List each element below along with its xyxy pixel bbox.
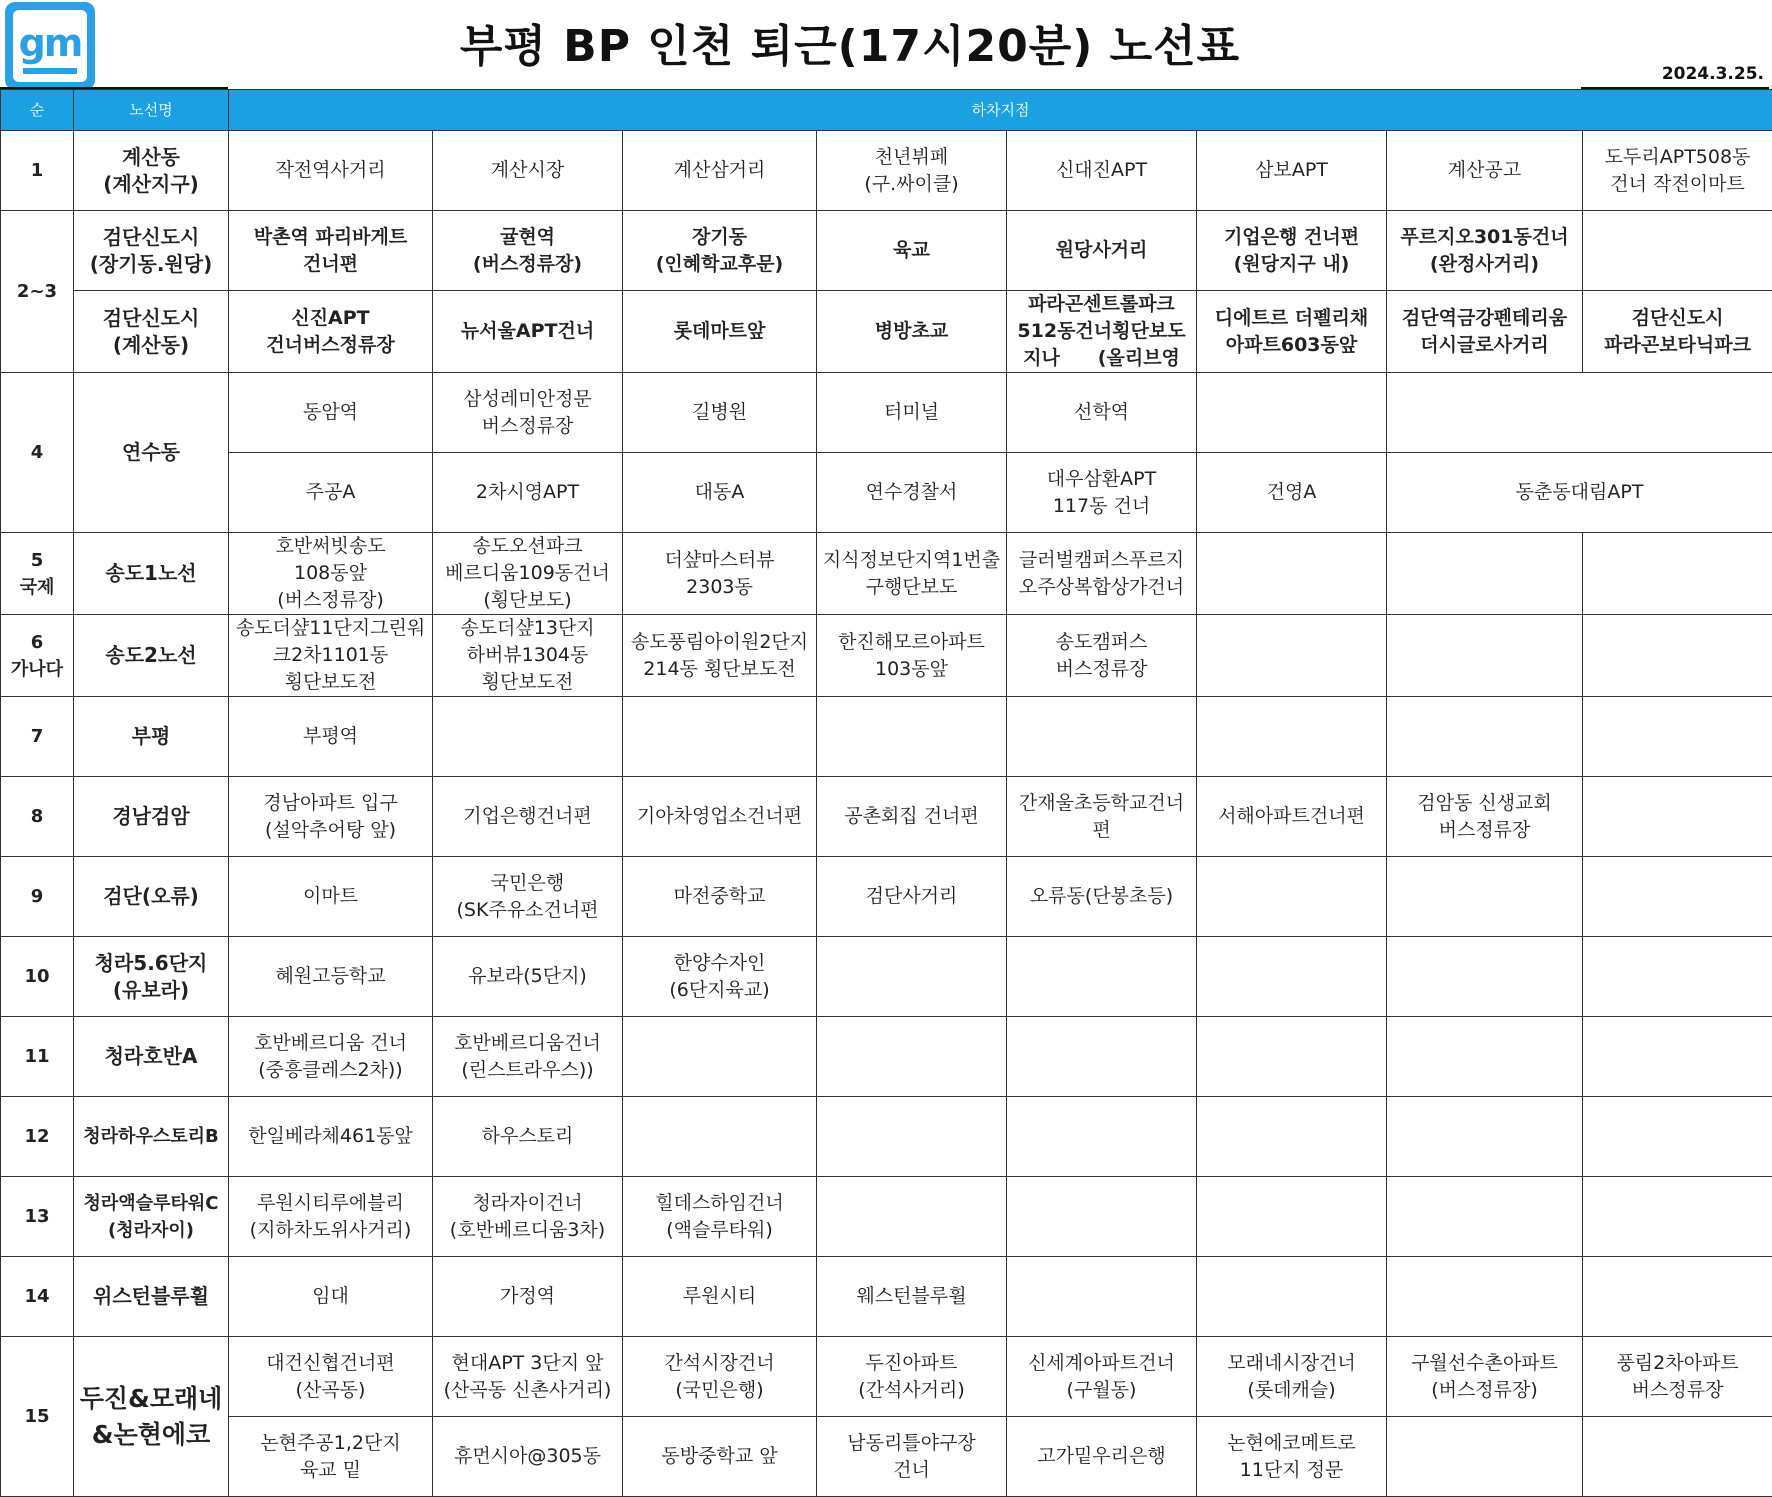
stop-cell: [623, 1017, 817, 1097]
stop-cell: [1387, 857, 1583, 937]
route-name: 경남검암: [74, 777, 229, 857]
stop-cell: [817, 697, 1007, 777]
table-row: [1, 697, 1772, 777]
route-number: 6 가나다: [1, 615, 74, 697]
route-number: 13: [1, 1177, 74, 1257]
stop-cell: 호반베르디움 건너 (중흥클레스2차)): [229, 1017, 433, 1097]
stop-cell: [1387, 1017, 1583, 1097]
stop-cell: [1197, 533, 1387, 615]
stop-cell: 원당사거리: [1007, 211, 1197, 291]
stop-cell: [1197, 1017, 1387, 1097]
route-name: 청라하우스토리B: [74, 1097, 229, 1177]
stop-cell: [817, 1177, 1007, 1257]
stop-cell: 삼성레미안정문 버스정류장: [433, 373, 623, 453]
stop-cell: [1387, 1097, 1583, 1177]
route-number: 1: [1, 131, 74, 211]
header-row: [1, 90, 1772, 131]
col-header-stops: 하차지점: [229, 90, 1772, 131]
stop-cell: 삼보APT: [1197, 131, 1387, 211]
stop-cell: 송도더샾13단지 하버뷰1304동 횡단보도전: [433, 615, 623, 697]
stop-cell: 대우삼환APT 117동 건너: [1007, 453, 1197, 533]
route-number: 7: [1, 697, 74, 777]
route-name: 청라5.6단지 (유보라): [74, 937, 229, 1017]
route-name: 검단(오류): [74, 857, 229, 937]
stop-cell: [1583, 777, 1772, 857]
table-row: [1, 211, 1772, 291]
stop-cell: 귤현역 (버스정류장): [433, 211, 623, 291]
stop-cell: 연수경찰서: [817, 453, 1007, 533]
stop-cell: 휴먼시아@305동: [433, 1417, 623, 1497]
stop-cell: [1583, 1017, 1772, 1097]
route-number: 10: [1, 937, 74, 1017]
stop-cell: 이마트: [229, 857, 433, 937]
stop-cell: 간재울초등학교건너 편: [1007, 777, 1197, 857]
stop-cell: [1197, 1097, 1387, 1177]
route-name: 계산동 (계산지구): [74, 131, 229, 211]
stop-cell: 서해아파트건너편: [1197, 777, 1387, 857]
stop-cell: 검단신도시 파라곤보타닉파크: [1583, 291, 1772, 373]
stop-cell: 마전중학교: [623, 857, 817, 937]
stop-cell: 지식정보단지역1번출 구행단보도: [817, 533, 1007, 615]
route-number: 15: [1, 1337, 74, 1497]
stop-cell: 한진해모르아파트 103동앞: [817, 615, 1007, 697]
stop-cell: 천년뷔페 (구.싸이클): [817, 131, 1007, 211]
stop-cell: 하우스토리: [433, 1097, 623, 1177]
gm-logo-underline: [23, 68, 77, 74]
stop-cell: 선학역: [1007, 373, 1197, 453]
stop-cell: 신세계아파트건너 (구월동): [1007, 1337, 1197, 1417]
stop-cell: 경남아파트 입구 (설악추어탕 앞): [229, 777, 433, 857]
stop-cell: [817, 1017, 1007, 1097]
stop-cell: 간석시장건너 (국민은행): [623, 1337, 817, 1417]
stop-cell: 기아차영업소건너편: [623, 777, 817, 857]
route-number: 14: [1, 1257, 74, 1337]
stop-cell: [1387, 697, 1583, 777]
stop-cell: [1583, 1097, 1772, 1177]
stop-cell: 논현에코메트로 11단지 정문: [1197, 1417, 1387, 1497]
route-number: 2~3: [1, 211, 74, 373]
stop-cell: 청라자이건너 (호반베르디움3차): [433, 1177, 623, 1257]
stop-cell: 임대: [229, 1257, 433, 1337]
stop-cell: 고가밑우리은행: [1007, 1417, 1197, 1497]
route-name: 검단신도시 (계산동): [74, 291, 229, 373]
stop-cell: 기업은행 건너편 (원당지구 내): [1197, 211, 1387, 291]
stop-cell: 기업은행건너편: [433, 777, 623, 857]
stop-cell: [1583, 615, 1772, 697]
table-row: [1, 131, 1772, 211]
stop-cell: [1007, 937, 1197, 1017]
stop-cell: 뉴서울APT건너: [433, 291, 623, 373]
stop-cell: [1197, 1257, 1387, 1337]
stop-cell: 글러벌캠퍼스푸르지 오주상복합상가건너: [1007, 533, 1197, 615]
table-row: [1, 373, 1772, 453]
stop-cell: 한양수자인 (6단지육교): [623, 937, 817, 1017]
stop-cell: 부평역: [229, 697, 433, 777]
table-row: [1, 1177, 1772, 1257]
stop-cell: 모래네시장건너 (롯데캐슬): [1197, 1337, 1387, 1417]
stop-cell: 계산삼거리: [623, 131, 817, 211]
stop-cell: 계산시장: [433, 131, 623, 211]
stop-cell: [623, 1097, 817, 1177]
stop-cell: [1583, 533, 1772, 615]
stop-cell: [1583, 1257, 1772, 1337]
stop-cell: 더샾마스터뷰 2303동: [623, 533, 817, 615]
stop-cell: 건영A: [1197, 453, 1387, 533]
stop-cell: [1583, 857, 1772, 937]
route-number: 11: [1, 1017, 74, 1097]
route-number: 4: [1, 373, 74, 533]
stop-cell: 동방중학교 앞: [623, 1417, 817, 1497]
table-row: [1, 453, 1772, 533]
stop-cell: 주공A: [229, 453, 433, 533]
table-row: [1, 777, 1772, 857]
stop-cell: 롯데마트앞: [623, 291, 817, 373]
stop-cell: [1197, 857, 1387, 937]
table-row: [1, 533, 1772, 615]
stop-cell: [1583, 697, 1772, 777]
stop-cell: 검단사거리: [817, 857, 1007, 937]
col-header-route: 노선명: [74, 90, 229, 131]
stop-cell: [817, 1097, 1007, 1177]
stop-cell: 루원시티: [623, 1257, 817, 1337]
stop-cell: 파라곤센트롤파크 512동건너횡단보도 지나 (올리브영: [1007, 291, 1197, 373]
gm-logo-text: gm: [19, 21, 82, 65]
table-row: [1, 1337, 1772, 1417]
stop-cell: 현대APT 3단지 앞 (산곡동 신촌사거리): [433, 1337, 623, 1417]
stop-cell: [1387, 937, 1583, 1017]
stop-cell: 신대진APT: [1007, 131, 1197, 211]
table-row: [1, 615, 1772, 697]
stop-cell: [1387, 1257, 1583, 1337]
issue-date: 2024.3.25.: [1662, 64, 1764, 84]
stop-cell: [1197, 697, 1387, 777]
route-name: 부평: [74, 697, 229, 777]
route-table-wrap: [0, 89, 1772, 1497]
stop-cell: [1197, 1177, 1387, 1257]
route-name: 위스턴블루휠: [74, 1257, 229, 1337]
stop-cell: [1387, 533, 1583, 615]
stop-cell: 동춘동대림APT: [1387, 453, 1772, 533]
stop-cell: 웨스턴블루휠: [817, 1257, 1007, 1337]
stop-cell: 루원시티루에블리 (지하차도위사거리): [229, 1177, 433, 1257]
stop-cell: 박촌역 파리바게트 건너편: [229, 211, 433, 291]
table-row: [1, 1097, 1772, 1177]
stop-cell: 작전역사거리: [229, 131, 433, 211]
route-table: [0, 89, 1772, 1497]
stop-cell: [433, 697, 623, 777]
stop-cell: [1583, 1417, 1772, 1497]
stop-cell: 장기동 (인혜학교후문): [623, 211, 817, 291]
stop-cell: 두진아파트 (간석사거리): [817, 1337, 1007, 1417]
col-header-no: 순: [1, 90, 74, 131]
stop-cell: 남동리틀야구장 건너: [817, 1417, 1007, 1497]
stop-cell: 병방초교: [817, 291, 1007, 373]
stop-cell: [1387, 373, 1772, 453]
table-row: [1, 291, 1772, 373]
page-title: 부평 BP 인천 퇴근(17시20분) 노선표: [300, 10, 1400, 74]
stop-cell: [1197, 937, 1387, 1017]
stop-cell: [1583, 211, 1772, 291]
stop-cell: 푸르지오301동건너 (완정사거리): [1387, 211, 1583, 291]
stop-cell: 유보라(5단지): [433, 937, 623, 1017]
route-name: 연수동: [74, 373, 229, 533]
stop-cell: 신진APT 건너버스정류장: [229, 291, 433, 373]
table-row: [1, 1017, 1772, 1097]
stop-cell: 송도오션파크 베르디움109동건너 (횡단보도): [433, 533, 623, 615]
route-number: 12: [1, 1097, 74, 1177]
stop-cell: 한일베라체461동앞: [229, 1097, 433, 1177]
stop-cell: 송도캠퍼스 버스정류장: [1007, 615, 1197, 697]
stop-cell: 동암역: [229, 373, 433, 453]
stop-cell: [1007, 1177, 1197, 1257]
table-row: [1, 937, 1772, 1017]
route-number: 9: [1, 857, 74, 937]
route-name: 검단신도시 (장기동.원당): [74, 211, 229, 291]
stop-cell: 호반써빗송도 108동앞 (버스정류장): [229, 533, 433, 615]
stop-cell: 터미널: [817, 373, 1007, 453]
gm-logo: [5, 2, 95, 90]
stop-cell: 길병원: [623, 373, 817, 453]
stop-cell: [1583, 937, 1772, 1017]
stop-cell: 대동A: [623, 453, 817, 533]
stop-cell: [1197, 373, 1387, 453]
stop-cell: 송도풍림아이원2단지 214동 횡단보도전: [623, 615, 817, 697]
stop-cell: [1007, 1097, 1197, 1177]
stop-cell: 대건신협건너편 (산곡동): [229, 1337, 433, 1417]
stop-cell: [623, 697, 817, 777]
stop-cell: 풍림2차아파트 버스정류장: [1583, 1337, 1772, 1417]
route-name: 송도1노선: [74, 533, 229, 615]
stop-cell: 오류동(단봉초등): [1007, 857, 1197, 937]
stop-cell: 도두리APT508동 건너 작전이마트: [1583, 131, 1772, 211]
stop-cell: [1387, 615, 1583, 697]
stop-cell: 2차시영APT: [433, 453, 623, 533]
stop-cell: 검암동 신생교회 버스정류장: [1387, 777, 1583, 857]
stop-cell: [1197, 615, 1387, 697]
stop-cell: 송도더샾11단지그린워 크2차1101동 횡단보도전: [229, 615, 433, 697]
table-row: [1, 857, 1772, 937]
stop-cell: 호반베르디움건너 (린스트라우스)): [433, 1017, 623, 1097]
route-name: 청라액슬루타워C (청라자이): [74, 1177, 229, 1257]
stop-cell: 디에트르 더펠리채 아파트603동앞: [1197, 291, 1387, 373]
stop-cell: [1583, 1177, 1772, 1257]
stop-cell: 힐데스하임건너 (액슬루타워): [623, 1177, 817, 1257]
stop-cell: 육교: [817, 211, 1007, 291]
stop-cell: 공촌회집 건너편: [817, 777, 1007, 857]
stop-cell: [1007, 697, 1197, 777]
route-number: 8: [1, 777, 74, 857]
stop-cell: [1387, 1417, 1583, 1497]
stop-cell: [1387, 1177, 1583, 1257]
stop-cell: [1007, 1017, 1197, 1097]
route-number: 5 국제: [1, 533, 74, 615]
stop-cell: [817, 937, 1007, 1017]
route-name: 두진&모래네 &논현에코: [74, 1337, 229, 1497]
stop-cell: 계산공고: [1387, 131, 1583, 211]
stop-cell: 구월선수촌아파트 (버스정류장): [1387, 1337, 1583, 1417]
stop-cell: 국민은행 (SK주유소건너편: [433, 857, 623, 937]
stop-cell: 논현주공1,2단지 육교 밑: [229, 1417, 433, 1497]
stop-cell: [1007, 1257, 1197, 1337]
stop-cell: 가정역: [433, 1257, 623, 1337]
route-name: 청라호반A: [74, 1017, 229, 1097]
stop-cell: 혜원고등학교: [229, 937, 433, 1017]
route-name: 송도2노선: [74, 615, 229, 697]
table-row: [1, 1417, 1772, 1497]
table-row: [1, 1257, 1772, 1337]
stop-cell: 검단역금강펜테리움 더시글로사거리: [1387, 291, 1583, 373]
